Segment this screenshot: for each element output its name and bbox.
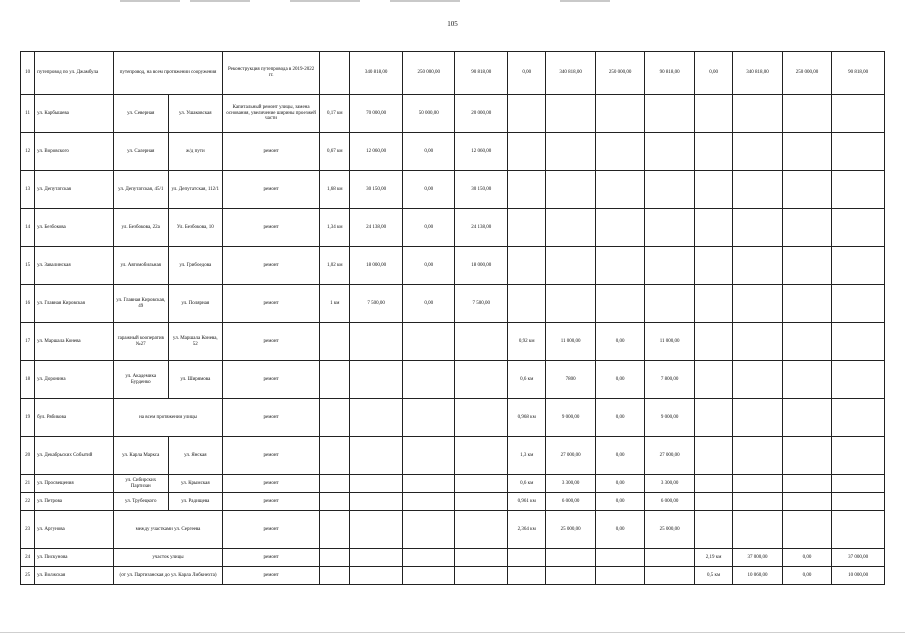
cell-b3 bbox=[832, 511, 885, 549]
cell-name: ул. Пискунова bbox=[35, 549, 114, 567]
cell-len1 bbox=[320, 493, 350, 511]
cell-b2 bbox=[645, 247, 695, 285]
cell-a3: 250 000,00 bbox=[782, 52, 832, 95]
cell-a1 bbox=[402, 437, 455, 475]
cell-b2: 3 300,00 bbox=[645, 475, 695, 493]
cell-total3: 10 060,00 bbox=[733, 567, 783, 585]
cell-a3 bbox=[782, 399, 832, 437]
cell-name: бул. Рябикова bbox=[35, 399, 114, 437]
table-row bbox=[21, 493, 885, 511]
cell-len3 bbox=[694, 475, 732, 493]
cell-from: ул. Салерная bbox=[113, 133, 168, 171]
cell-total1 bbox=[350, 437, 403, 475]
cell-no: 20 bbox=[21, 437, 35, 475]
cell-to: ул. Ушаковская bbox=[168, 95, 223, 133]
cell-work: ремонт bbox=[223, 549, 320, 567]
cell-from: участок улицы bbox=[113, 549, 222, 567]
cell-no: 22 bbox=[21, 493, 35, 511]
cell-from: ул. Карла Маркса bbox=[113, 437, 168, 475]
cell-total2 bbox=[546, 567, 596, 585]
cell-to: Ул. Безбокова, 10 bbox=[168, 209, 223, 247]
cell-a2: 0,00 bbox=[595, 437, 645, 475]
cell-name: ул. Доронина bbox=[35, 361, 114, 399]
cell-name: ул. Маршала Конева bbox=[35, 323, 114, 361]
cell-total1: 12 060,00 bbox=[350, 133, 403, 171]
page-number: 105 bbox=[447, 20, 458, 28]
cell-from: ул. Сибирских Партизан bbox=[113, 475, 168, 493]
cell-from: (от ул. Партизанская до ул. Карла Либкнехта) bbox=[113, 567, 222, 585]
cell-total2: 9 000,00 bbox=[546, 399, 596, 437]
cell-len2: 2,364 км bbox=[508, 511, 546, 549]
cell-work: ремонт bbox=[223, 171, 320, 209]
cell-no: 10 bbox=[21, 52, 35, 95]
cell-len3 bbox=[694, 247, 732, 285]
cell-total3 bbox=[733, 361, 783, 399]
cell-a3 bbox=[782, 285, 832, 323]
cell-len1 bbox=[320, 323, 350, 361]
cell-work: ремонт bbox=[223, 133, 320, 171]
cell-len3 bbox=[694, 511, 732, 549]
cell-a1: 0,00 bbox=[402, 133, 455, 171]
cell-total3 bbox=[733, 475, 783, 493]
cell-from: гаражный кооператив №27 bbox=[113, 323, 168, 361]
cell-len3 bbox=[694, 133, 732, 171]
cell-work: ремонт bbox=[223, 567, 320, 585]
table-row bbox=[21, 567, 885, 585]
cell-len2: 0,6 км bbox=[508, 475, 546, 493]
cell-b1: 12 060,00 bbox=[455, 133, 508, 171]
cell-a2: 0,00 bbox=[595, 399, 645, 437]
cell-total1 bbox=[350, 567, 403, 585]
cell-no: 24 bbox=[21, 549, 35, 567]
cell-b1 bbox=[455, 567, 508, 585]
cell-b2 bbox=[645, 285, 695, 323]
cell-no: 14 bbox=[21, 209, 35, 247]
cell-b2 bbox=[645, 209, 695, 247]
table-row bbox=[21, 247, 885, 285]
cell-total2: 6 000,00 bbox=[546, 493, 596, 511]
cell-total2: 340 818,00 bbox=[546, 52, 596, 95]
cell-no: 23 bbox=[21, 511, 35, 549]
cell-total2: 27 000,00 bbox=[546, 437, 596, 475]
cell-total2 bbox=[546, 209, 596, 247]
cell-name: ул. Главная Кировская bbox=[35, 285, 114, 323]
cell-len3: 2,19 км bbox=[694, 549, 732, 567]
cell-a1 bbox=[402, 511, 455, 549]
cell-a3 bbox=[782, 361, 832, 399]
cell-name: ул. Аргунова bbox=[35, 511, 114, 549]
cell-b1: 7 500,00 bbox=[455, 285, 508, 323]
cell-b3 bbox=[832, 133, 885, 171]
cell-total2: 11 000,00 bbox=[546, 323, 596, 361]
cell-a3 bbox=[782, 247, 832, 285]
cell-no: 18 bbox=[21, 361, 35, 399]
cell-b2: 9 000,00 bbox=[645, 399, 695, 437]
cell-total3 bbox=[733, 399, 783, 437]
cell-work: Капитальный ремонт улицы, замена основания, увеличение ширины проезжей части bbox=[223, 95, 320, 133]
cell-no: 15 bbox=[21, 247, 35, 285]
cell-to: ул. Янская bbox=[168, 437, 223, 475]
cell-len2: 0,961 км bbox=[508, 493, 546, 511]
cell-work: ремонт bbox=[223, 511, 320, 549]
cell-b2 bbox=[645, 133, 695, 171]
cell-total3 bbox=[733, 437, 783, 475]
cell-b2: 6 000,00 bbox=[645, 493, 695, 511]
cell-a3 bbox=[782, 133, 832, 171]
cell-len1 bbox=[320, 437, 350, 475]
cell-a2 bbox=[595, 209, 645, 247]
table-row bbox=[21, 437, 885, 475]
cell-total3: 37 000,00 bbox=[733, 549, 783, 567]
cell-to: ул. Депутатская, 112/1 bbox=[168, 171, 223, 209]
cell-len1: 0,67 км bbox=[320, 133, 350, 171]
cell-to: ул. Радищева bbox=[168, 493, 223, 511]
cell-work: ремонт bbox=[223, 475, 320, 493]
cell-no: 13 bbox=[21, 171, 35, 209]
cell-len1 bbox=[320, 511, 350, 549]
cell-total1 bbox=[350, 549, 403, 567]
cell-work: ремонт bbox=[223, 285, 320, 323]
cell-a1 bbox=[402, 567, 455, 585]
cell-b3 bbox=[832, 361, 885, 399]
cell-b2: 27 000,00 bbox=[645, 437, 695, 475]
cell-a2 bbox=[595, 247, 645, 285]
table-row bbox=[21, 95, 885, 133]
table-row bbox=[21, 285, 885, 323]
cell-b3: 37 000,00 bbox=[832, 549, 885, 567]
cell-len2 bbox=[508, 209, 546, 247]
cell-len1 bbox=[320, 475, 350, 493]
cell-b3 bbox=[832, 493, 885, 511]
cell-b2 bbox=[645, 567, 695, 585]
cell-from: ул. Депутатская, 45/1 bbox=[113, 171, 168, 209]
cell-a3 bbox=[782, 493, 832, 511]
cell-b1: 18 000,00 bbox=[455, 247, 508, 285]
cell-total1: 30 150,00 bbox=[350, 171, 403, 209]
cell-name: ул. Воровского bbox=[35, 133, 114, 171]
cell-total1 bbox=[350, 361, 403, 399]
cell-len1 bbox=[320, 567, 350, 585]
cell-a1 bbox=[402, 323, 455, 361]
cell-total2 bbox=[546, 171, 596, 209]
cell-no: 19 bbox=[21, 399, 35, 437]
cell-b2: 7 800,00 bbox=[645, 361, 695, 399]
cell-name: ул. Безбокова bbox=[35, 209, 114, 247]
cell-name: ул. Просвещения bbox=[35, 475, 114, 493]
cell-b1 bbox=[455, 437, 508, 475]
cell-name: ул. Декабрьских Событий bbox=[35, 437, 114, 475]
cell-len1: 1 км bbox=[320, 285, 350, 323]
scan-artifact-top bbox=[190, 0, 250, 2]
cell-from: ул. Северная bbox=[113, 95, 168, 133]
cell-len3 bbox=[694, 285, 732, 323]
cell-total2 bbox=[546, 247, 596, 285]
cell-total3 bbox=[733, 511, 783, 549]
cell-a1: 0,00 bbox=[402, 247, 455, 285]
cell-a3 bbox=[782, 209, 832, 247]
cell-len2: 1,3 км bbox=[508, 437, 546, 475]
cell-a1 bbox=[402, 361, 455, 399]
table-row bbox=[21, 133, 885, 171]
cell-b3: 90 818,00 bbox=[832, 52, 885, 95]
table-row bbox=[21, 171, 885, 209]
table-row bbox=[21, 323, 885, 361]
cell-b1 bbox=[455, 493, 508, 511]
cell-len3 bbox=[694, 399, 732, 437]
cell-from: ул. Безбокова, 22а bbox=[113, 209, 168, 247]
scan-artifact-top bbox=[120, 0, 180, 2]
cell-name: ул. Завалинская bbox=[35, 247, 114, 285]
cell-len1: 1,02 км bbox=[320, 247, 350, 285]
cell-b2 bbox=[645, 549, 695, 567]
cell-len2: 0,968 км bbox=[508, 399, 546, 437]
cell-total3 bbox=[733, 285, 783, 323]
cell-a2 bbox=[595, 285, 645, 323]
scan-artifact-top bbox=[560, 0, 610, 2]
cell-a1: 0,00 bbox=[402, 285, 455, 323]
cell-a2: 0,00 bbox=[595, 361, 645, 399]
cell-b1 bbox=[455, 323, 508, 361]
cell-total3 bbox=[733, 209, 783, 247]
cell-len3 bbox=[694, 361, 732, 399]
cell-len1 bbox=[320, 52, 350, 95]
cell-work: ремонт bbox=[223, 323, 320, 361]
cell-len1: 1,34 км bbox=[320, 209, 350, 247]
cell-a2: 0,00 bbox=[595, 323, 645, 361]
cell-work: ремонт bbox=[223, 493, 320, 511]
cell-b2: 25 000,00 bbox=[645, 511, 695, 549]
cell-len2 bbox=[508, 567, 546, 585]
cell-work: ремонт bbox=[223, 437, 320, 475]
cell-work: ремонт bbox=[223, 247, 320, 285]
cell-no: 25 bbox=[21, 567, 35, 585]
cell-b3 bbox=[832, 171, 885, 209]
cell-b1 bbox=[455, 361, 508, 399]
cell-to: ж/д пути bbox=[168, 133, 223, 171]
cell-total3: 340 818,00 bbox=[733, 52, 783, 95]
cell-to: ул. Полярная bbox=[168, 285, 223, 323]
cell-b3 bbox=[832, 247, 885, 285]
cell-len2 bbox=[508, 95, 546, 133]
cell-from: ул. Академика Бурденко bbox=[113, 361, 168, 399]
cell-total2: 25 000,00 bbox=[546, 511, 596, 549]
cell-len3 bbox=[694, 95, 732, 133]
cell-a2: 250 000,00 bbox=[595, 52, 645, 95]
cell-total1: 70 000,00 bbox=[350, 95, 403, 133]
cell-b3 bbox=[832, 399, 885, 437]
cell-len1 bbox=[320, 399, 350, 437]
cell-name: ул. Волжская bbox=[35, 567, 114, 585]
cell-a2 bbox=[595, 133, 645, 171]
cell-to: ул. Крымская bbox=[168, 475, 223, 493]
table-row bbox=[21, 475, 885, 493]
cell-len2 bbox=[508, 247, 546, 285]
scan-artifact-top bbox=[290, 0, 360, 2]
table-row bbox=[21, 52, 885, 95]
cell-from: на всем протяжении улицы bbox=[113, 399, 222, 437]
cell-b3 bbox=[832, 209, 885, 247]
cell-no: 12 bbox=[21, 133, 35, 171]
cell-a1 bbox=[402, 399, 455, 437]
cell-a1: 0,00 bbox=[402, 171, 455, 209]
cell-to: ул. Ширямова bbox=[168, 361, 223, 399]
cell-from: ул. Автомобильная bbox=[113, 247, 168, 285]
cell-to: ул. Грибоедова bbox=[168, 247, 223, 285]
cell-total2 bbox=[546, 285, 596, 323]
cell-total2 bbox=[546, 549, 596, 567]
cell-total1 bbox=[350, 493, 403, 511]
cell-a3 bbox=[782, 437, 832, 475]
cell-b3 bbox=[832, 437, 885, 475]
cell-total1 bbox=[350, 475, 403, 493]
cell-a2 bbox=[595, 549, 645, 567]
cell-len2: 0,00 bbox=[508, 52, 546, 95]
cell-len2 bbox=[508, 171, 546, 209]
cell-name: ул. Карбышева bbox=[35, 95, 114, 133]
cell-len3 bbox=[694, 323, 732, 361]
cell-total3 bbox=[733, 95, 783, 133]
cell-total3 bbox=[733, 171, 783, 209]
cell-len1: 1,68 км bbox=[320, 171, 350, 209]
cell-a2: 0,00 bbox=[595, 475, 645, 493]
cell-len2: 0,92 км bbox=[508, 323, 546, 361]
cell-total1 bbox=[350, 399, 403, 437]
cell-total3 bbox=[733, 493, 783, 511]
cell-to: ул. Маршала Конева, 52 bbox=[168, 323, 223, 361]
cell-len3 bbox=[694, 209, 732, 247]
cell-total1: 24 138,00 bbox=[350, 209, 403, 247]
cell-b2 bbox=[645, 171, 695, 209]
cell-work: Реконструкция путепровода в 2019-2022 гг. bbox=[223, 52, 320, 95]
cell-b1: 90 818,00 bbox=[455, 52, 508, 95]
cell-total2 bbox=[546, 95, 596, 133]
cell-b3 bbox=[832, 285, 885, 323]
cell-total1: 340 818,00 bbox=[350, 52, 403, 95]
cell-len2: 0,6 км bbox=[508, 361, 546, 399]
cell-b2 bbox=[645, 95, 695, 133]
cell-total1 bbox=[350, 323, 403, 361]
cell-a3 bbox=[782, 475, 832, 493]
cell-no: 16 bbox=[21, 285, 35, 323]
table-row bbox=[21, 511, 885, 549]
table-row bbox=[21, 549, 885, 567]
cell-name: ул. Депутатская bbox=[35, 171, 114, 209]
cell-b1: 30 150,00 bbox=[455, 171, 508, 209]
cell-a3 bbox=[782, 323, 832, 361]
cell-len3 bbox=[694, 171, 732, 209]
cell-total2: 7800 bbox=[546, 361, 596, 399]
cell-len3 bbox=[694, 437, 732, 475]
cell-name: ул. Петрова bbox=[35, 493, 114, 511]
cell-total1: 18 000,00 bbox=[350, 247, 403, 285]
cell-no: 21 bbox=[21, 475, 35, 493]
cell-total1 bbox=[350, 511, 403, 549]
cell-a3 bbox=[782, 171, 832, 209]
cell-b3 bbox=[832, 95, 885, 133]
cell-from: между участками ул. Сергеева bbox=[113, 511, 222, 549]
table-row bbox=[21, 399, 885, 437]
cell-no: 11 bbox=[21, 95, 35, 133]
cell-len3: 0,00 bbox=[694, 52, 732, 95]
cell-total3 bbox=[733, 323, 783, 361]
cell-a2: 0,00 bbox=[595, 493, 645, 511]
cell-work: ремонт bbox=[223, 209, 320, 247]
cell-b1: 24 138,00 bbox=[455, 209, 508, 247]
cell-a3 bbox=[782, 95, 832, 133]
cell-len2 bbox=[508, 133, 546, 171]
cell-a2 bbox=[595, 171, 645, 209]
cell-len3: 0,5 км bbox=[694, 567, 732, 585]
cell-no: 17 bbox=[21, 323, 35, 361]
cell-b2: 90 818,00 bbox=[645, 52, 695, 95]
cell-b1 bbox=[455, 475, 508, 493]
cell-len2 bbox=[508, 549, 546, 567]
scan-artifact-top bbox=[390, 0, 460, 2]
cell-from: путепровод, на всем протяжении сооружения bbox=[113, 52, 222, 95]
cell-a2 bbox=[595, 567, 645, 585]
table-row bbox=[21, 361, 885, 399]
cell-a3: 0,00 bbox=[782, 567, 832, 585]
cell-work: ремонт bbox=[223, 361, 320, 399]
cell-work: ремонт bbox=[223, 399, 320, 437]
cell-a1: 250 000,00 bbox=[402, 52, 455, 95]
cell-a1 bbox=[402, 493, 455, 511]
cell-total3 bbox=[733, 133, 783, 171]
cell-len1 bbox=[320, 361, 350, 399]
roads-table bbox=[20, 51, 885, 585]
table-body bbox=[21, 52, 885, 585]
table-row bbox=[21, 209, 885, 247]
cell-len1: 0,17 км bbox=[320, 95, 350, 133]
page-bottom-rule bbox=[0, 632, 905, 633]
cell-name: путепровод по ул. Джамбула bbox=[35, 52, 114, 95]
cell-a1 bbox=[402, 549, 455, 567]
cell-total1: 7 500,00 bbox=[350, 285, 403, 323]
cell-a3: 0,00 bbox=[782, 549, 832, 567]
cell-b1 bbox=[455, 549, 508, 567]
cell-total3 bbox=[733, 247, 783, 285]
cell-a1 bbox=[402, 475, 455, 493]
cell-len3 bbox=[694, 493, 732, 511]
cell-a2: 0,00 bbox=[595, 511, 645, 549]
cell-total2: 3 300,00 bbox=[546, 475, 596, 493]
cell-b2: 11 000,00 bbox=[645, 323, 695, 361]
cell-a2 bbox=[595, 95, 645, 133]
cell-b3: 10 000,00 bbox=[832, 567, 885, 585]
cell-b1 bbox=[455, 399, 508, 437]
cell-a1: 0,00 bbox=[402, 209, 455, 247]
cell-b1 bbox=[455, 511, 508, 549]
cell-a3 bbox=[782, 511, 832, 549]
cell-total2 bbox=[546, 133, 596, 171]
cell-b3 bbox=[832, 323, 885, 361]
cell-from: ул. Главная Кировская, 49 bbox=[113, 285, 168, 323]
cell-len2 bbox=[508, 285, 546, 323]
cell-len1 bbox=[320, 549, 350, 567]
cell-a1: 50 000,00 bbox=[402, 95, 455, 133]
cell-b3 bbox=[832, 475, 885, 493]
cell-b1: 20 000,00 bbox=[455, 95, 508, 133]
cell-from: ул. Трубецкого bbox=[113, 493, 168, 511]
